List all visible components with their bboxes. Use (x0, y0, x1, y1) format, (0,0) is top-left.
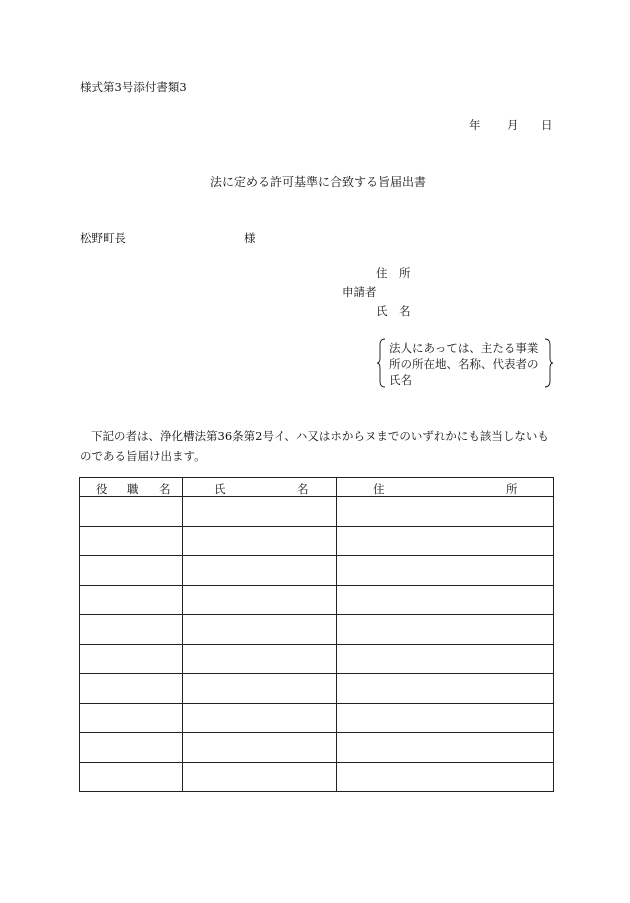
date-month-label: 月 (507, 118, 519, 132)
table-cell[interactable] (337, 497, 554, 527)
form-number: 様式第3号添付書類3 (80, 80, 187, 94)
table-cell[interactable] (337, 585, 554, 615)
table-cell[interactable] (80, 733, 183, 763)
table-cell[interactable] (337, 733, 554, 763)
table-row (80, 497, 554, 527)
table-cell[interactable] (337, 556, 554, 586)
addressee-honorific: 様 (244, 231, 256, 245)
table-row (80, 703, 554, 733)
table-cell[interactable] (183, 674, 337, 704)
document-title: 法に定める許可基準に合致する旨届出書 (210, 175, 427, 189)
table-cell[interactable] (337, 615, 554, 645)
date-day-label: 日 (541, 118, 553, 132)
corporation-note-text: 法人にあっては、主たる事業所の所在地、名称、代表者の氏名 (389, 341, 539, 387)
declaration-text: 下記の者は、浄化槽法第36条第2号イ、ハ又はホからヌまでのいずれかにも該当しないものである旨届け出ます。 (80, 429, 549, 463)
table-cell[interactable] (337, 644, 554, 674)
addressee-name: 松野町長 (80, 231, 126, 245)
applicant-label: 申請者 (342, 285, 377, 299)
header-name: 氏 名 (183, 478, 337, 497)
table-row (80, 585, 554, 615)
table-cell[interactable] (183, 762, 337, 792)
table-row (80, 733, 554, 763)
table-row (80, 674, 554, 704)
table-cell[interactable] (183, 526, 337, 556)
applicant-name-label: 氏 名 (376, 304, 411, 318)
table-cell[interactable] (183, 556, 337, 586)
applicant-address-label: 住 所 (376, 266, 411, 280)
table-row (80, 556, 554, 586)
table-cell[interactable] (183, 585, 337, 615)
right-brace-icon (543, 338, 553, 388)
table-cell[interactable] (80, 644, 183, 674)
table-cell[interactable] (80, 585, 183, 615)
table-body (80, 497, 554, 792)
corporation-note (377, 338, 553, 388)
table-row (80, 526, 554, 556)
table-cell[interactable] (183, 733, 337, 763)
table-cell[interactable] (183, 615, 337, 645)
table-row (80, 615, 554, 645)
header-position: 役 職 名 (80, 478, 183, 497)
table-cell[interactable] (80, 615, 183, 645)
table-header-row (80, 478, 554, 497)
left-brace-icon (377, 338, 387, 388)
table-cell[interactable] (80, 497, 183, 527)
table-cell[interactable] (80, 703, 183, 733)
table-cell[interactable] (183, 644, 337, 674)
table-cell[interactable] (183, 703, 337, 733)
table-cell[interactable] (337, 762, 554, 792)
table-cell[interactable] (80, 556, 183, 586)
table-cell[interactable] (80, 762, 183, 792)
table-row (80, 762, 554, 792)
table-cell[interactable] (337, 674, 554, 704)
table-cell[interactable] (80, 674, 183, 704)
table-cell[interactable] (183, 497, 337, 527)
table-cell[interactable] (337, 526, 554, 556)
table-cell[interactable] (337, 703, 554, 733)
table-cell[interactable] (80, 526, 183, 556)
date-year-label: 年 (469, 118, 481, 132)
header-address: 住 所 (337, 478, 554, 497)
table-row (80, 644, 554, 674)
officer-table (79, 477, 554, 792)
